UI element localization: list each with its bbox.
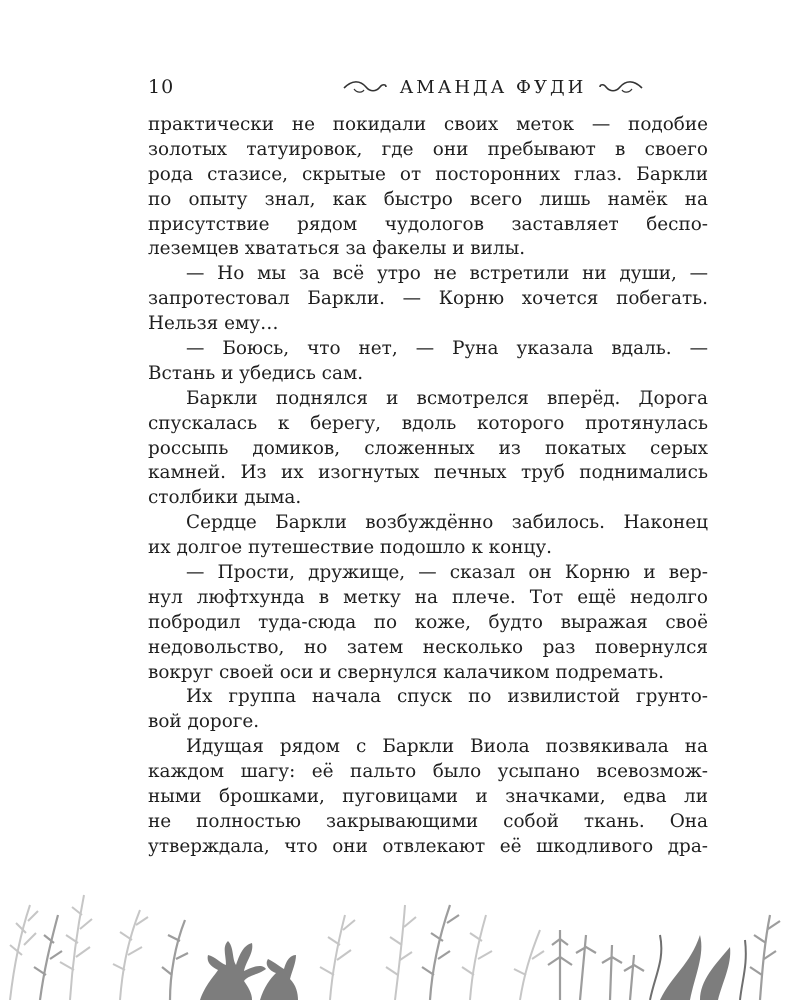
text-line: нул люфтхунда в метку на плече. Тот ещё недолго xyxy=(148,586,708,608)
text-line: Встань и убедись сам. xyxy=(148,362,364,384)
text-line: спускалась к берегу, вдоль которого протянулась xyxy=(148,412,708,434)
text-line: не полностью закрывающими собой ткань. Она xyxy=(148,810,708,832)
text-line: недовольство, но затем несколько раз повернулся xyxy=(148,636,708,658)
text-line: вой дороге. xyxy=(148,711,260,733)
text-line: практически не покидали своих меток — подобие xyxy=(148,114,708,135)
text-line: Нельзя ему… xyxy=(148,313,279,335)
text-line: — Но мы за всё утро не встретили ни души, — xyxy=(186,263,708,285)
text-line: — Прости, дружище, — сказал он Корню и вер- xyxy=(186,562,708,584)
text-line: золотых татуировок, где они пребывают в своего xyxy=(148,138,708,160)
flourish-right-icon xyxy=(598,78,644,96)
text-line: утверждала, что они отвлекают её шкодливого дра- xyxy=(148,835,708,857)
body-text xyxy=(148,113,708,860)
text-line: ными брошками, пуговицами и значками, едва ли xyxy=(148,786,708,808)
text-line: Идущая рядом с Баркли Виола позвякивала на xyxy=(186,736,708,758)
page-header xyxy=(148,72,708,102)
text-line: вокруг своей оси и свернулся калачиком подремать. xyxy=(148,661,664,683)
seaweed-plants-border-icon xyxy=(0,875,800,1000)
text-line: запротестовал Баркли. — Корню хочется побегать. xyxy=(148,288,708,310)
text-line: их долгое путешествие подошло к концу. xyxy=(148,537,553,559)
text-line: Их группа начала спуск по извилистой грунто- xyxy=(186,686,708,708)
text-line: побродил туда-сюда по коже, будто выражая своё xyxy=(148,611,708,633)
running-title xyxy=(278,72,708,102)
author-name: АМАНДА ФУДИ xyxy=(399,76,587,98)
text-line: столбики дыма. xyxy=(148,487,302,509)
text-line: Баркли поднялся и всмотрелся вперёд. Дорога xyxy=(186,387,708,409)
text-line: рода стазисе, скрытые от посторонних глаз. Баркли xyxy=(148,163,708,185)
text-line: присутствие рядом чудологов заставляет беспо- xyxy=(148,213,708,235)
text-line: камней. Из их изогнутых печных труб поднимались xyxy=(148,462,708,484)
text-line: каждом шагу: её пальто было усыпано всевозмож- xyxy=(148,761,708,783)
page-number: 10 xyxy=(148,76,175,98)
text-line: леземцев хвататься за факелы и вилы. xyxy=(148,238,526,260)
text-line: — Боюсь, что нет, — Руна указала вдаль. — xyxy=(186,338,708,360)
text-line: Сердце Баркли возбуждённо забилось. Наконец xyxy=(186,512,708,534)
text-line: по опыту знал, как быстро всего лишь намёк на xyxy=(148,188,708,210)
flourish-left-icon xyxy=(342,78,388,96)
text-line: россыпь домиков, сложенных из покатых серых xyxy=(148,437,708,459)
